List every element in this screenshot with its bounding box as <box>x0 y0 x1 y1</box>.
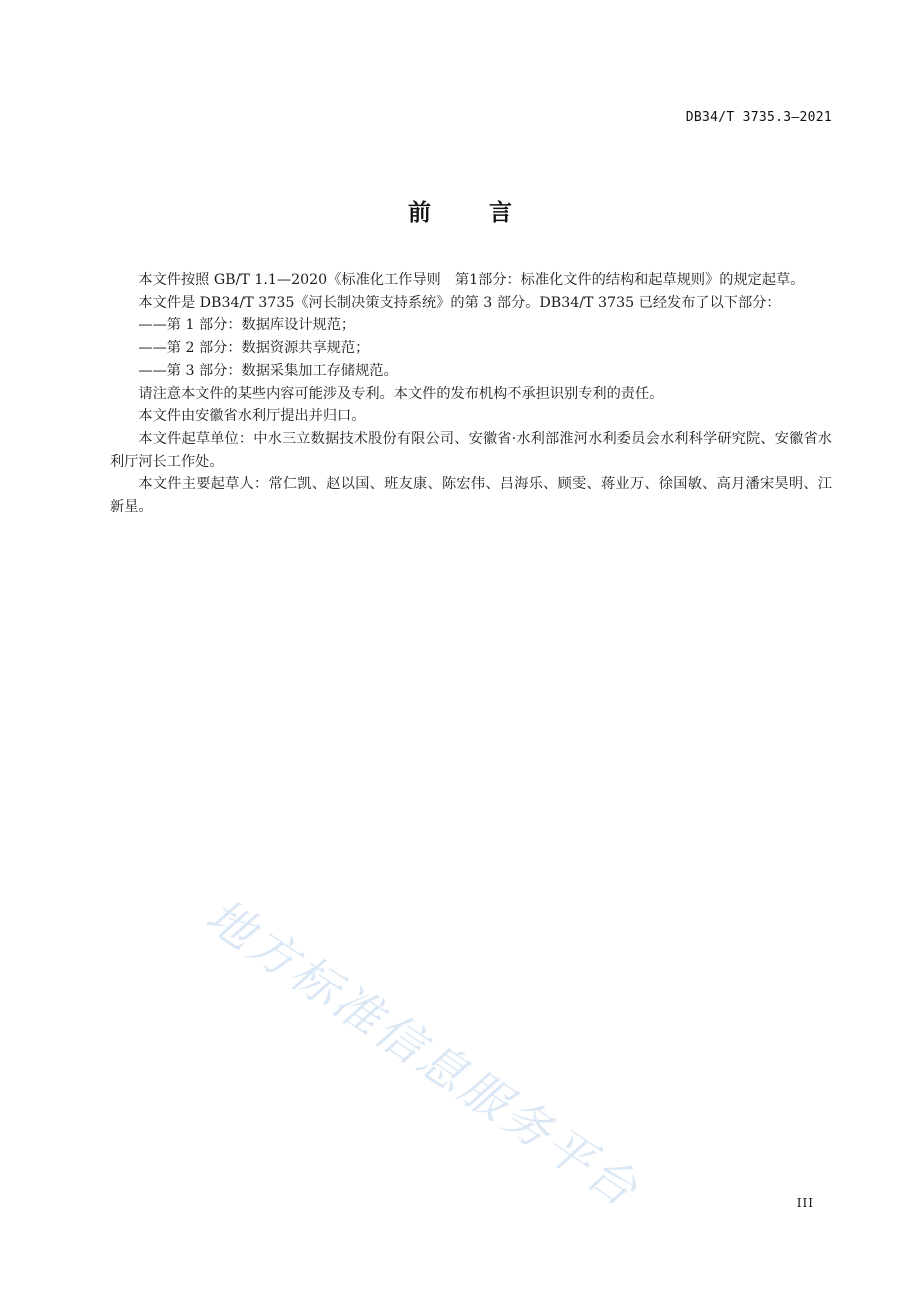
paragraph-patent-notice: 请注意本文件的某些内容可能涉及专利。本文件的发布机构不承担识别专利的责任。 <box>138 385 664 402</box>
list-item-part-3: ——第 3 部分：数据采集加工存储规范。 <box>138 362 398 379</box>
paragraph-drafters: 本文件主要起草人：常仁凯、赵以国、班友康、陈宏伟、吕海乐、顾雯、蒋业万、徐国敏、高月潘宋昊明、江新星。 <box>110 476 832 516</box>
paragraph-drafting-units: 本文件起草单位：中水三立数据技术股份有限公司、安徽省·水利部淮河水利委员会水利科学研究院、安徽省水利厅河长工作处。 <box>110 430 832 470</box>
foreword-body <box>110 269 832 519</box>
standard-code: DB34/T 3735.3—2021 <box>685 110 832 125</box>
paragraph-drafting-rules: 本文件按照 GB/T 1.1—2020《标准化工作导则 第1部分：标准化文件的结构和起草规则》的规定起草。 <box>138 272 805 288</box>
list-item-part-1: ——第 1 部分：数据库设计规范； <box>138 317 356 334</box>
list-item-part-2: ——第 2 部分：数据资源共享规范； <box>138 340 370 357</box>
paragraph-proposer: 本文件由安徽省水利厅提出并归口。 <box>138 408 366 425</box>
page-number: III <box>796 1196 814 1210</box>
page-title: 前言 <box>408 200 570 226</box>
paragraph-series-parts: 本文件是 DB34/T 3735《河长制决策支持系统》的第 3 部分。DB34/T 3735 已经发布了以下部分： <box>138 294 781 311</box>
watermark: 地方标准信息服务平台 <box>195 888 650 1220</box>
